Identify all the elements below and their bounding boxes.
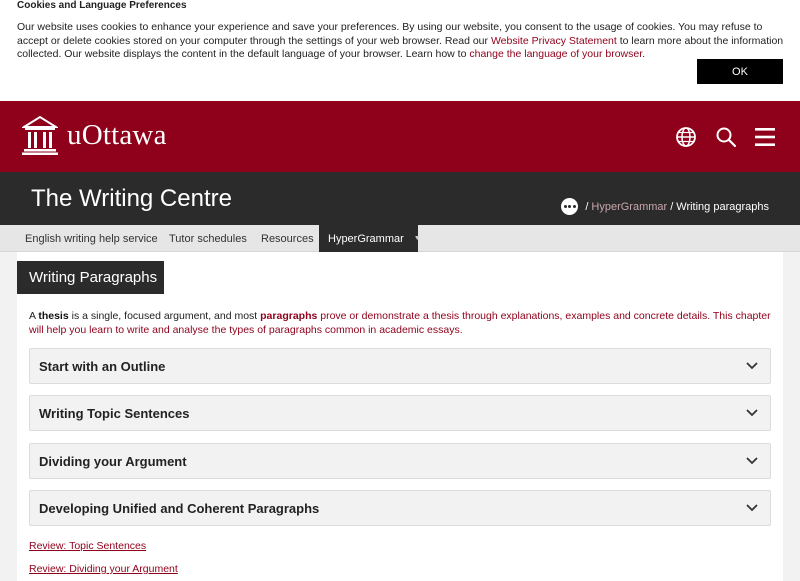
breadcrumb-current: Writing paragraphs: [676, 200, 769, 213]
intro-paragraph: [29, 309, 774, 337]
chevron-down-icon: [746, 504, 758, 512]
section-nav: [0, 225, 800, 252]
nav-tutor-schedules[interactable]: Tutor schedules: [169, 232, 247, 245]
site-header: [0, 172, 800, 225]
nav-resources[interactable]: Resources: [261, 232, 314, 245]
logo-text: uOttawa: [67, 118, 167, 151]
accordion-writing-topic-sentences[interactable]: [29, 395, 771, 431]
nav-english-writing-help[interactable]: English writing help service: [25, 232, 158, 245]
chevron-down-icon: [746, 457, 758, 465]
building-logo-icon: [22, 115, 58, 155]
breadcrumb-separator: /: [585, 200, 589, 213]
brand-bar: [0, 101, 800, 172]
accordion-start-with-outline[interactable]: [29, 348, 771, 384]
cookie-banner: [0, 0, 800, 101]
globe-icon[interactable]: [675, 126, 697, 148]
breadcrumb-separator: /: [670, 200, 674, 213]
breadcrumb: [561, 198, 769, 215]
cookie-ok-button[interactable]: OK: [697, 59, 783, 84]
thesis-term: thesis: [38, 310, 69, 322]
intro-text: prove or demonstrate a thesis through explanations, examples and concrete details. This chapter will help you learn to write and analyse the types of paragraphs common in academic essays.: [29, 310, 771, 336]
intro-text: A: [29, 310, 39, 322]
nav-hypergrammar-label: HyperGrammar: [328, 232, 404, 245]
review-topic-sentences-link[interactable]: Review: Topic Sentences: [29, 540, 147, 552]
browser-language-link[interactable]: change the language of your browser: [469, 48, 643, 60]
chevron-down-icon: [746, 362, 758, 370]
cookie-text: [17, 21, 787, 62]
accordion-label: Dividing your Argument: [39, 454, 187, 469]
accordion-dividing-argument[interactable]: [29, 443, 771, 479]
search-icon[interactable]: [715, 126, 737, 148]
privacy-statement-link[interactable]: Website Privacy Statement: [490, 34, 617, 47]
paragraphs-link[interactable]: paragraphs: [260, 310, 318, 322]
accordion-label: Start with an Outline: [39, 359, 166, 374]
accordion-label: Writing Topic Sentences: [39, 406, 190, 421]
intro-text: is a single, focused argument, and most: [68, 310, 261, 322]
site-title: The Writing Centre: [31, 185, 232, 212]
main-content: [17, 252, 783, 581]
section-title: Writing Paragraphs: [17, 261, 164, 294]
accordion-label: Developing Unified and Coherent Paragraphs: [39, 501, 320, 516]
chevron-down-icon: [746, 409, 758, 417]
uottawa-logo[interactable]: [22, 115, 167, 155]
breadcrumb-more-icon[interactable]: [561, 198, 578, 215]
caret-down-icon: ▼: [413, 235, 421, 242]
cookie-text-part: .: [642, 48, 646, 60]
menu-icon[interactable]: [754, 126, 776, 148]
cookie-text-part: to learn more about the information collected. Our website displays the content in the default language of your browser. Learn how to: [17, 34, 784, 60]
review-dividing-argument-link[interactable]: Review: Dividing your Argument: [29, 563, 178, 575]
cookie-text-part: Our website uses cookies to enhance your experience and save your preferences. By using our website, you consent to the usage of cookies. You may refuse to accept or delete cookies stored on your computer through the settings of your web browser. Read our: [17, 21, 763, 47]
nav-hypergrammar[interactable]: [319, 225, 421, 252]
cookie-title: Cookies and Language Preferences: [17, 0, 187, 11]
breadcrumb-hypergrammar[interactable]: HyperGrammar: [591, 200, 668, 213]
accordion-unified-coherent[interactable]: [29, 490, 771, 526]
